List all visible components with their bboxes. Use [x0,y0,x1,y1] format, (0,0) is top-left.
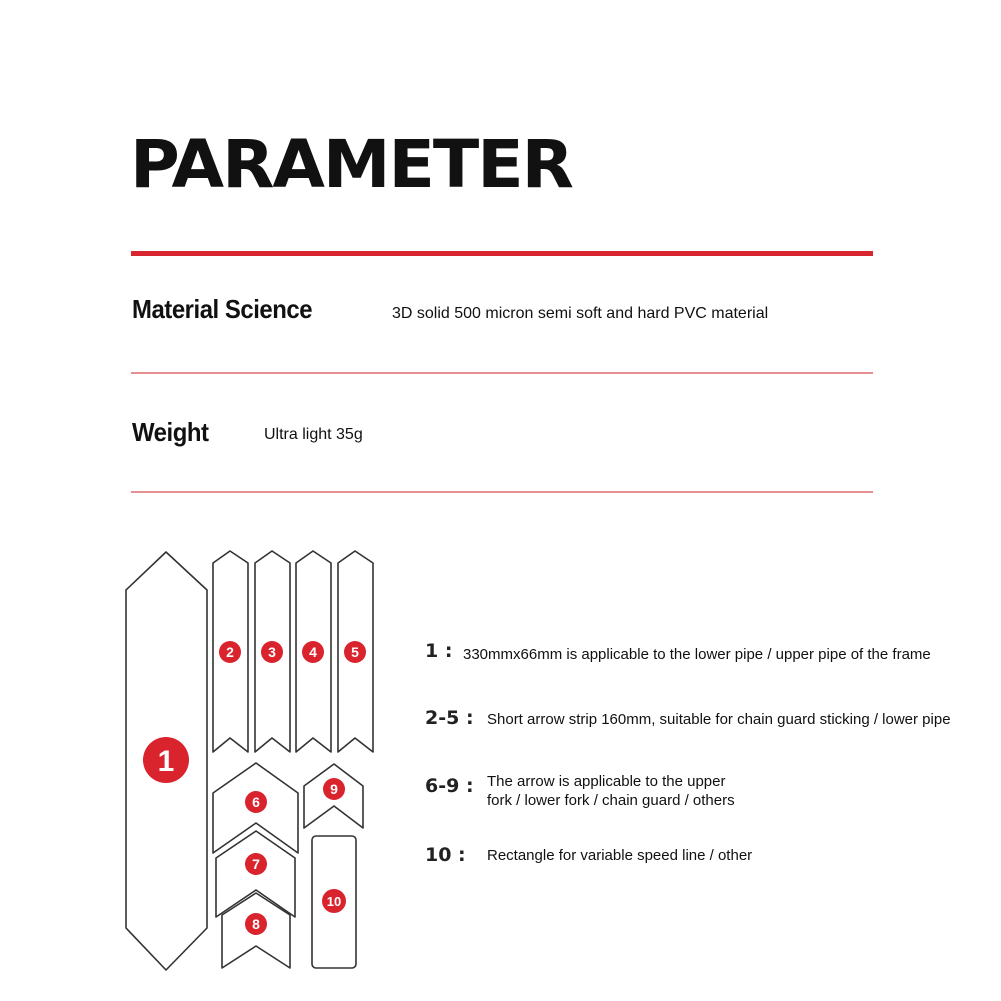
legend-key-6-9: 6-9 : [425,775,474,797]
weight-label: Weight [132,417,209,447]
material-label: Material Science [132,294,313,324]
badge-10-number: 10 [326,894,342,909]
page-title: PARAMETER [130,126,572,203]
badge-3-number: 3 [268,644,276,660]
legend-text-2-5: Short arrow strip 160mm, suitable for chain guard sticking / lower pipe [487,711,951,728]
badge-9-number: 9 [330,781,338,797]
badge-4-number: 4 [309,644,317,660]
badge-7-number: 7 [252,856,260,872]
legend-text-1: 330mmx66mm is applicable to the lower pipe / upper pipe of the frame [463,646,931,663]
legend-key-2-5: 2-5 : [425,707,474,729]
weight-value: Ultra light 35g [264,426,363,443]
badge-1-number: 1 [157,745,175,778]
legend-text-6-9-line1: The arrow is applicable to the upper [487,773,726,790]
legend-key-1: 1 : [425,640,453,662]
badge-8-number: 8 [252,916,260,932]
legend-text-6-9-line2: fork / lower fork / chain guard / others [487,792,735,809]
material-value: 3D solid 500 micron semi soft and hard PVC material [392,305,769,322]
badge-5-number: 5 [351,644,359,660]
legend-key-10: 10 : [425,844,466,866]
badge-2-number: 2 [226,644,234,660]
badge-6-number: 6 [252,794,260,810]
legend-text-10: Rectangle for variable speed line / other [487,847,753,864]
